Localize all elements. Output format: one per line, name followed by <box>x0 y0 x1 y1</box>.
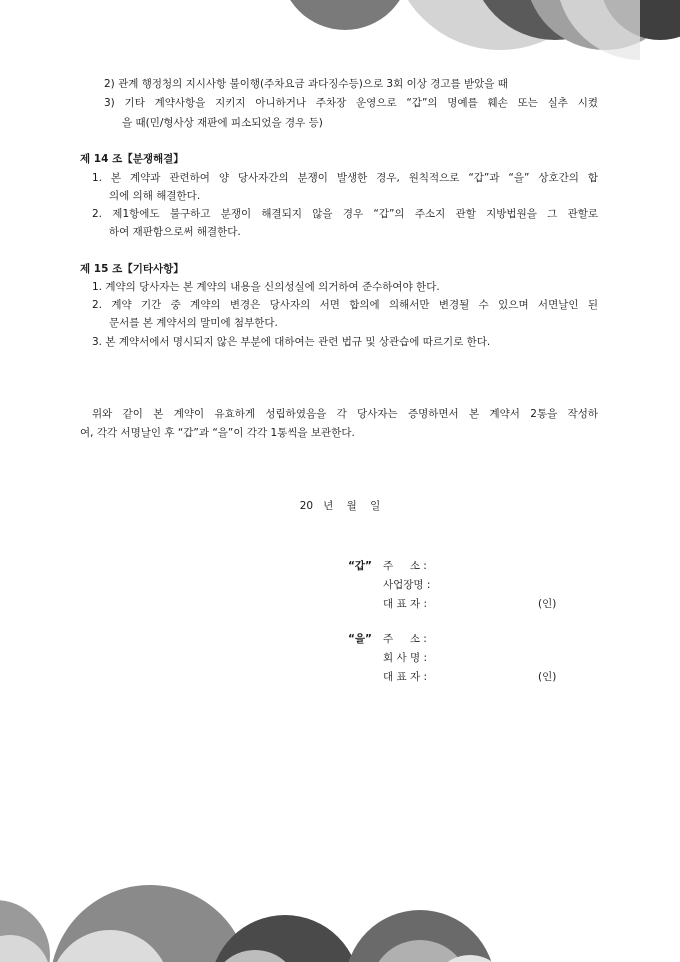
article15-line-4: 3. 본 계약서에서 명시되지 않은 부분에 대하여는 관련 법규 및 상관습에 따르기로 한다. <box>92 336 491 348</box>
article14-line-4: 하여 재판함으로써 해결한다. <box>109 226 241 238</box>
party-b-name-label: 회 사 명 : <box>383 652 427 664</box>
party-b-address-label: 주 소 : <box>383 633 427 645</box>
article14-line-2: 의에 의해 해결한다. <box>109 190 201 202</box>
article14-title: 제 14 조【분쟁해결】 <box>80 153 184 165</box>
party-b-seal: (인) <box>538 671 557 683</box>
party-b-tag: “을” <box>348 633 372 645</box>
party-a-tag: “갑” <box>348 560 372 572</box>
article13-item-2: 2) 관계 행정청의 지시사항 불이행(주차요금 과다징수등)으로 3회 이상 경고를 받았을 때 <box>104 78 508 90</box>
article15-title: 제 15 조【기타사항】 <box>80 263 184 275</box>
party-a-rep-label: 대 표 자 : <box>383 598 427 610</box>
closing-line-1: 위와 같이 본 계약이 유효하게 성립하였음을 각 당사자는 증명하면서 본 계약서 2통을 작성하 <box>92 408 598 420</box>
article15-line-3: 문서를 본 계약서의 말미에 첨부한다. <box>109 317 278 329</box>
party-a-name-label: 사업장명 : <box>383 579 431 591</box>
closing-line-2: 여, 각각 서명날인 후 “갑”과 “을”이 각각 1통씩을 보관한다. <box>80 427 355 439</box>
article15-line-1: 1. 계약의 당사자는 본 계약의 내용을 신의성실에 의거하여 준수하여야 한다. <box>92 281 440 293</box>
party-a-seal: (인) <box>538 598 557 610</box>
article14-line-3: 2. 제1항에도 불구하고 분쟁이 해결되지 않을 경우 “갑”의 주소지 관할 지방법원을 그 관할로 <box>92 208 598 220</box>
party-a-address-label: 주 소 : <box>383 560 427 572</box>
date-line: 20 년 월 일 <box>299 500 381 512</box>
article13-item-3: 3) 기타 계약사항을 지키지 아니하거나 주차장 운영으로 “갑”의 명예를 훼손 또는 실추 시켰 <box>104 97 598 109</box>
article13-item-3-cont: 을 때(민/형사상 재판에 피소되었을 경우 등) <box>122 117 323 129</box>
party-b-rep-label: 대 표 자 : <box>383 671 427 683</box>
article15-line-2: 2. 계약 기간 중 계약의 변경은 당사자의 서면 합의에 의해서만 변경될 수 있으며 서면날인 된 <box>92 299 598 311</box>
article14-line-1: 1. 본 계약과 관련하여 양 당사자간의 분쟁이 발생한 경우, 원칙적으로 “갑”과 “을” 상호간의 합 <box>92 172 598 184</box>
